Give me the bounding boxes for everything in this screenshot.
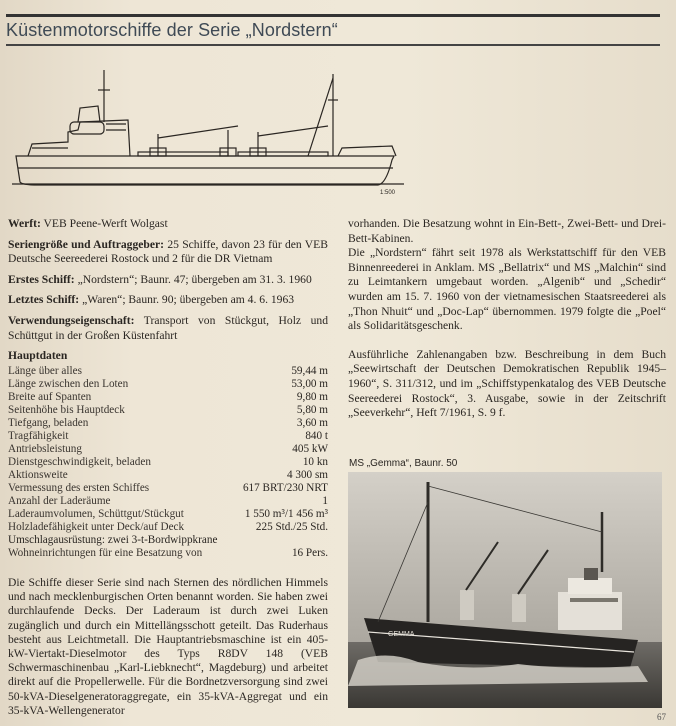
first-ship-paragraph bbox=[8, 273, 328, 288]
shipyard-label: Werft: bbox=[8, 217, 41, 230]
shipyard-value: VEB Peene-Werft Wolgast bbox=[43, 217, 168, 230]
usage-label: Verwendungseigenschaft: bbox=[8, 313, 135, 327]
usage-value: Transport von Stückgut, Holz und Schüttgut in der Großen Küstenfahrt bbox=[8, 313, 328, 342]
references-paragraph: Ausführliche Zahlenangaben bzw. Beschreibung in dem Buch „Seewirtschaft der Deutschen Demokratischen Republik 1945–1960“, S. 311/312, und im „Schiffstypenkatalog des VEB Deutsche Seereederei Rostock“, 3. Ausgabe, sowie in der Zeitschrift „Seeverkehr“, Heft 7/1961, S. 9 f. bbox=[348, 347, 666, 420]
data-key: Antriebsleistung bbox=[8, 442, 82, 455]
data-key: Tragfähigkeit bbox=[8, 429, 69, 442]
ship-hull-name: GEMMA bbox=[388, 631, 415, 638]
crew-paragraph: vorhanden. Die Besatzung wohnt in Ein-Bett-, Zwei-Bett- und Drei-Bett-Kabinen. bbox=[348, 217, 666, 245]
data-row bbox=[8, 391, 328, 404]
data-key: Aktionsweite bbox=[8, 468, 68, 481]
first-ship-label: Erstes Schiff: bbox=[8, 272, 75, 286]
data-key: Vermessung des ersten Schiffes bbox=[8, 481, 150, 494]
cargo-gear-line: Umschlagausrüstung: zwei 3-t-Bordwippkrane bbox=[8, 533, 218, 546]
data-key: Wohneinrichtungen für eine Besatzung von bbox=[8, 546, 203, 559]
data-row bbox=[8, 430, 328, 443]
photo-caption: MS „Gemma“, Baunr. 50 bbox=[349, 458, 458, 469]
page-number: 67 bbox=[657, 712, 666, 722]
data-value: 9,80 m bbox=[296, 390, 328, 403]
data-key: Seitenhöhe bis Hauptdeck bbox=[8, 403, 125, 416]
data-row bbox=[8, 404, 328, 417]
data-value: 16 Pers. bbox=[291, 546, 328, 559]
series-value: 25 Schiffe, davon 23 für den VEB Deutsche Seereederei Rostock und 2 für die DR Vietnam bbox=[8, 237, 328, 266]
top-rule bbox=[6, 14, 660, 17]
main-data-heading: Hauptdaten bbox=[8, 349, 68, 363]
data-key: Länge zwischen den Loten bbox=[8, 377, 129, 390]
right-column bbox=[348, 217, 666, 429]
series-paragraph bbox=[8, 238, 328, 267]
data-row bbox=[8, 521, 328, 534]
data-row bbox=[8, 495, 328, 508]
data-key: Breite auf Spanten bbox=[8, 390, 92, 403]
description-body bbox=[8, 576, 328, 718]
data-row bbox=[8, 378, 328, 391]
data-value: 59,44 m bbox=[291, 364, 328, 377]
data-key: Laderaumvolumen, Schüttgut/Stückgut bbox=[8, 507, 184, 520]
history-paragraph: Die „Nordstern“ fährt seit 1978 als Werkstattschiff für den VEB Binnenreederei in Anklam. MS „Bellatrix“ und MS „Malchin“ sind zu Leimtankern umgebaut worden. „Algenib“ und „Schedir“ wurden am 15. 7. 1960 von der vietnamesischen Staatsreederei als „Thon Nhuit“ und „Doc-Lap“ übernommen. 1979 folgte die „Poel“ als Solidaritätsgeschenk. bbox=[348, 246, 666, 333]
usage-paragraph bbox=[8, 314, 328, 343]
data-row bbox=[8, 547, 328, 560]
data-value: 1 550 m³/1 456 m³ bbox=[244, 507, 328, 520]
last-ship-value: „Waren“; Baunr. 90; übergeben am 4. 6. 1963 bbox=[82, 293, 295, 307]
title-underline bbox=[6, 44, 660, 46]
data-key: Tiefgang, beladen bbox=[8, 416, 89, 429]
data-row bbox=[8, 482, 328, 495]
data-row bbox=[8, 417, 328, 430]
ship-photo bbox=[348, 472, 662, 708]
last-ship-label: Letztes Schiff: bbox=[8, 293, 80, 307]
data-value: 4 300 sm bbox=[286, 468, 328, 481]
data-row bbox=[8, 508, 328, 521]
data-row bbox=[8, 469, 328, 482]
drawing-scale-label: 1:500 bbox=[380, 190, 396, 195]
data-value: 840 t bbox=[305, 429, 328, 442]
data-value: 10 kn bbox=[302, 455, 328, 468]
page-title: Küstenmotorschiffe der Serie „Nordstern“ bbox=[6, 20, 338, 40]
data-value: 225 Std./25 Std. bbox=[255, 520, 328, 533]
description-paragraph: Die Schiffe dieser Serie sind nach Sternen des nördlichen Himmels und nach mecklenburgischen Orten benannt worden. Sie haben zwei durchlaufende Decks. Der Laderaum ist durch zwei Luken zugänglich und durch ein Mittellängsschott geteilt. Das Ruderhaus besteht aus Leichtmetall. Die Hauptantriebsmaschine ist ein 405-kW-Viertakt-Dieselmotor des Typs R8DV 148 (VEB Schwermaschinenbau „Karl-Liebknecht“, Magdeburg) und arbeitet direkt auf die Propellerwelle. Für die Bordnetzversorgung sind zwei 50-kVA-Dieselgeneratoraggregate, ein 35-kVA-Aggregat und ein 35-kVA-Wellengenerator bbox=[8, 576, 328, 717]
first-ship-value: „Nordstern“; Baunr. 47; übergeben am 31. 3. 1960 bbox=[77, 272, 312, 286]
ship-profile-drawing bbox=[8, 60, 408, 195]
data-value: 405 kW bbox=[292, 442, 328, 455]
data-row bbox=[8, 365, 328, 378]
left-column bbox=[8, 217, 328, 560]
data-row bbox=[8, 456, 328, 469]
data-row bbox=[8, 443, 328, 456]
shipyard-paragraph bbox=[8, 217, 328, 232]
data-value: 5,80 m bbox=[296, 403, 328, 416]
series-label: Seriengröße und Auftraggeber: bbox=[8, 237, 165, 251]
data-value: 3,60 m bbox=[296, 416, 328, 429]
data-key: Anzahl der Laderäume bbox=[8, 494, 111, 507]
data-value: 617 BRT/230 NRT bbox=[242, 481, 328, 494]
data-key: Dienstgeschwindigkeit, beladen bbox=[8, 455, 151, 468]
data-key: Holzladefähigkeit unter Deck/auf Deck bbox=[8, 520, 185, 533]
data-value: 53,00 m bbox=[291, 377, 328, 390]
main-data-table bbox=[8, 365, 328, 560]
data-key: Länge über alles bbox=[8, 364, 82, 377]
data-value: 1 bbox=[322, 494, 328, 507]
last-ship-paragraph bbox=[8, 293, 328, 308]
